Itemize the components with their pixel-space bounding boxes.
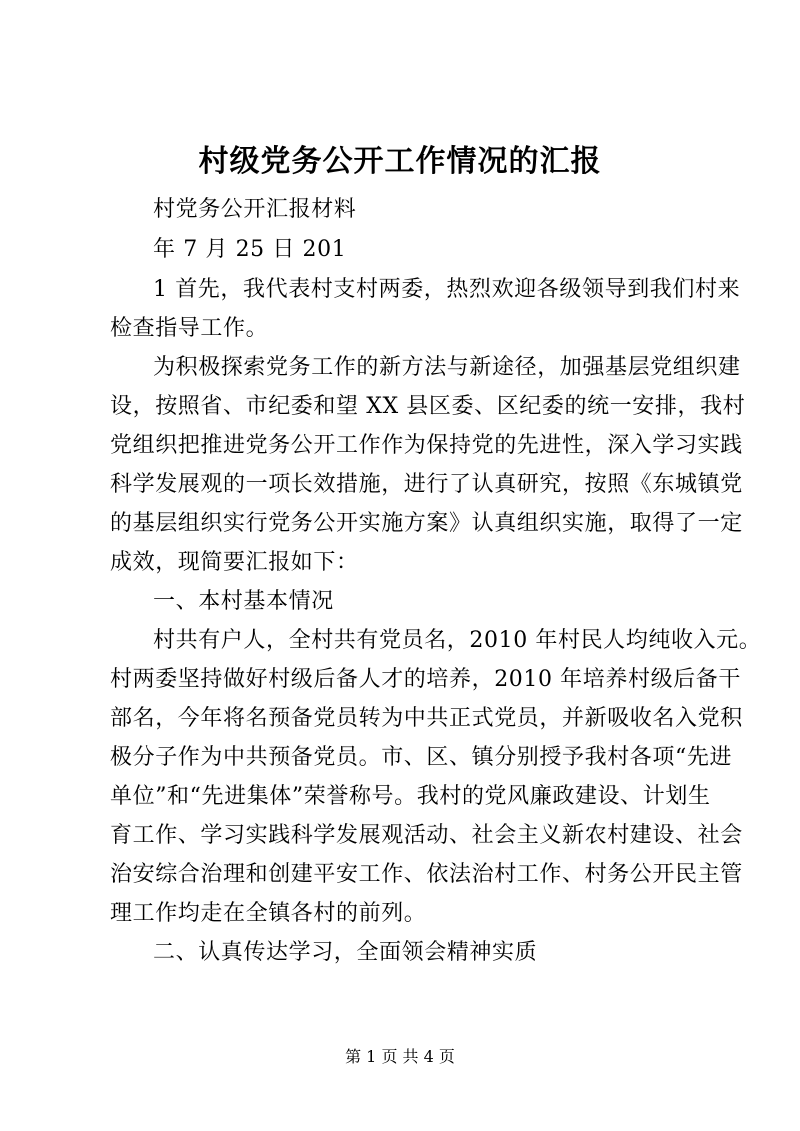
- subtitle-line: 村党务公开汇报材料: [153, 197, 357, 222]
- paragraph-line: 的基层组织实行党务公开实施方案》认真组织实施，取得了一定: [110, 511, 743, 536]
- document-title: 村级党务公开工作情况的汇报: [198, 144, 602, 179]
- paragraph-line: 单位”和“先进集体”荣誉称号。我村的党风廉政建设、计划生: [110, 784, 711, 809]
- paragraph-line: 设，按照省、市纪委和望 XX 县区委、区纪委的统一安排，我村: [110, 394, 746, 419]
- page-number: 第 1 页 共 4 页: [345, 1047, 455, 1066]
- paragraph-line: 理工作均走在全镇各村的前列。: [110, 901, 427, 926]
- paragraph-line: 育工作、学习实践科学发展观活动、社会主义新农村建设、社会: [110, 823, 743, 848]
- paragraph-line: 极分子作为中共预备党员。市、区、镇分别授予我村各项“先进: [110, 745, 733, 770]
- paragraph-line: 为积极探索党务工作的新方法与新途径，加强基层党组织建: [153, 355, 741, 380]
- date-line: 年 7 月 25 日 201: [153, 237, 347, 262]
- paragraph-line: 村两委坚持做好村级后备人才的培养，2010 年培养村级后备干: [110, 667, 741, 692]
- section-heading: 一、本村基本情况: [153, 589, 334, 614]
- paragraph-line: 成效，现简要汇报如下：: [110, 550, 359, 575]
- section-heading: 二、认真传达学习，全面领会精神实质: [153, 940, 538, 965]
- paragraph-line: 治安综合治理和创建平安工作、依法治村工作、村务公开民主管: [110, 862, 743, 887]
- paragraph-line: 1 首先，我代表村支村两委，热烈欢迎各级领导到我们村来: [153, 277, 741, 302]
- paragraph-line: 检查指导工作。: [110, 316, 269, 341]
- paragraph-line: 部名，今年将名预备党员转为中共正式党员，并新吸收名入党积: [110, 706, 743, 731]
- paragraph-line: 村共有户人，全村共有党员名，2010 年村民人均纯收入元。: [153, 628, 762, 653]
- paragraph-line: 党组织把推进党务公开工作作为保持党的先进性，深入学习实践: [110, 433, 743, 458]
- paragraph-line: 科学发展观的一项长效措施，进行了认真研究，按照《东城镇党: [110, 472, 743, 497]
